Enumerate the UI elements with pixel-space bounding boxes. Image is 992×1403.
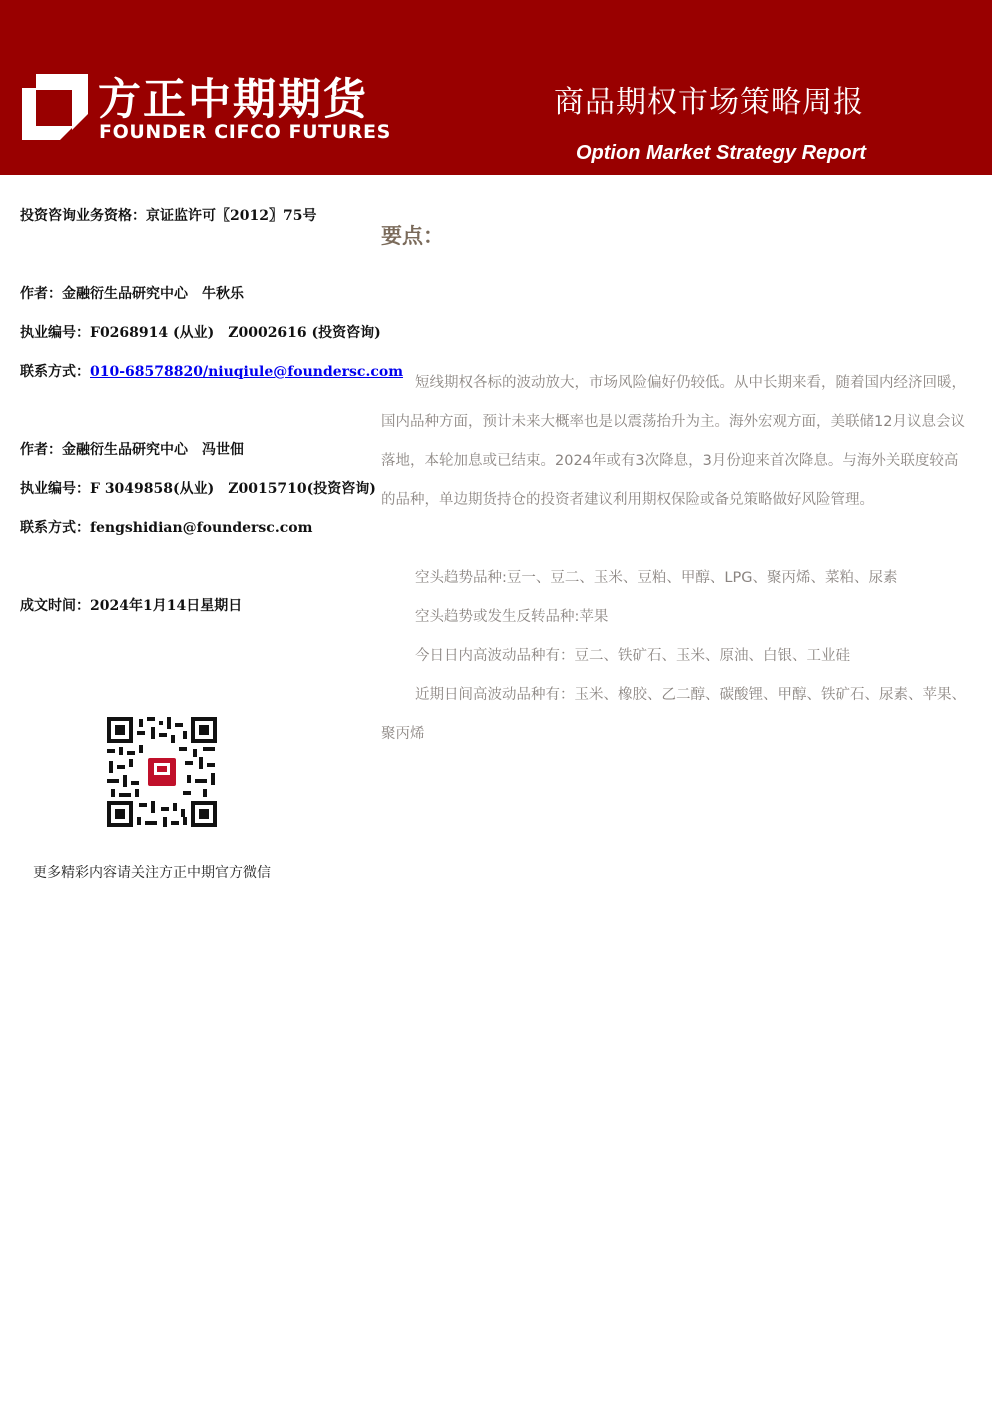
qualification-line [20, 205, 316, 225]
author1-label: 作者： [20, 286, 62, 302]
qr-caption: 更多精彩内容请关注方正中期官方微信 [33, 865, 271, 881]
author1-license-value: F0268914 (从业) Z0002616 (投资咨询) [90, 325, 381, 341]
bearish-trend-paragraph: 空头趋势品种:豆一、豆二、玉米、豆粕、甲醇、LPG、聚丙烯、菜粕、尿素 [415, 570, 898, 586]
author2-license-line [20, 478, 376, 498]
author2-contact-value: fengshidian@foundersc.com [90, 520, 313, 536]
author1-contact-label: 联系方式： [20, 364, 90, 380]
qualification-value: 京证监许可〖2012〗75号 [146, 208, 317, 224]
author1-license-label: 执业编号： [20, 325, 90, 341]
author1-contact-line [20, 361, 403, 381]
author1-license-line [20, 322, 381, 342]
author2-line [20, 439, 244, 459]
summary-paragraph: 短线期权各标的波动放大，市场风险偏好仍较低。从中长期来看，随着国内经济回暖，国内品种方面，预计未来大概率也是以震荡抬升为主。海外宏观方面，美联储12月议息会议落地，本轮加息或已结束。2024年或有3次降息，3月份迎来首次降息。与海外关联度较高的品种，单边期货持仓的投资者建议利用期权保险或备兑策略做好风险管理。 [381, 375, 966, 508]
report-header [0, 0, 992, 175]
author2-contact-line [20, 517, 312, 537]
author1-line [20, 283, 244, 303]
company-name-en: FOUNDER CIFCO FUTURES [99, 121, 391, 143]
author2-license-label: 执业编号： [20, 481, 90, 497]
author1-contact-link[interactable]: 010-68578820/niuqiule@foundersc.com [90, 364, 404, 380]
report-title-cn: 商品期权市场策略周报 [554, 85, 864, 120]
company-name-cn: 方正中期期货 [98, 75, 368, 125]
report-title-en: Option Market Strategy Report [576, 142, 867, 164]
interday-volatility-paragraph: 近期日间高波动品种有：玉米、橡胶、乙二醇、碳酸锂、甲醇、铁矿石、尿素、苹果、聚丙烯 [381, 687, 966, 742]
date-label: 成文时间： [20, 598, 90, 614]
intraday-volatility-paragraph: 今日日内高波动品种有：豆二、铁矿石、玉米、原油、白银、工业硅 [415, 648, 850, 664]
key-points-title: 要点： [381, 224, 444, 248]
founder-logo-icon [22, 74, 88, 140]
date-value: 2024年1月14日星期日 [90, 598, 243, 614]
author2-license-value: F 3049858(从业) Z0015710(投资咨询) [90, 481, 376, 497]
author2-name: 金融衍生品研究中心 冯世佃 [62, 442, 244, 458]
qualification-label: 投资咨询业务资格： [20, 208, 146, 224]
wechat-qr-code-icon [107, 717, 217, 827]
author1-name: 金融衍生品研究中心 牛秋乐 [62, 286, 244, 302]
author2-contact-label: 联系方式： [20, 520, 90, 536]
date-line [20, 595, 242, 615]
reversal-paragraph: 空头趋势或发生反转品种:苹果 [415, 609, 609, 625]
author2-label: 作者： [20, 442, 62, 458]
